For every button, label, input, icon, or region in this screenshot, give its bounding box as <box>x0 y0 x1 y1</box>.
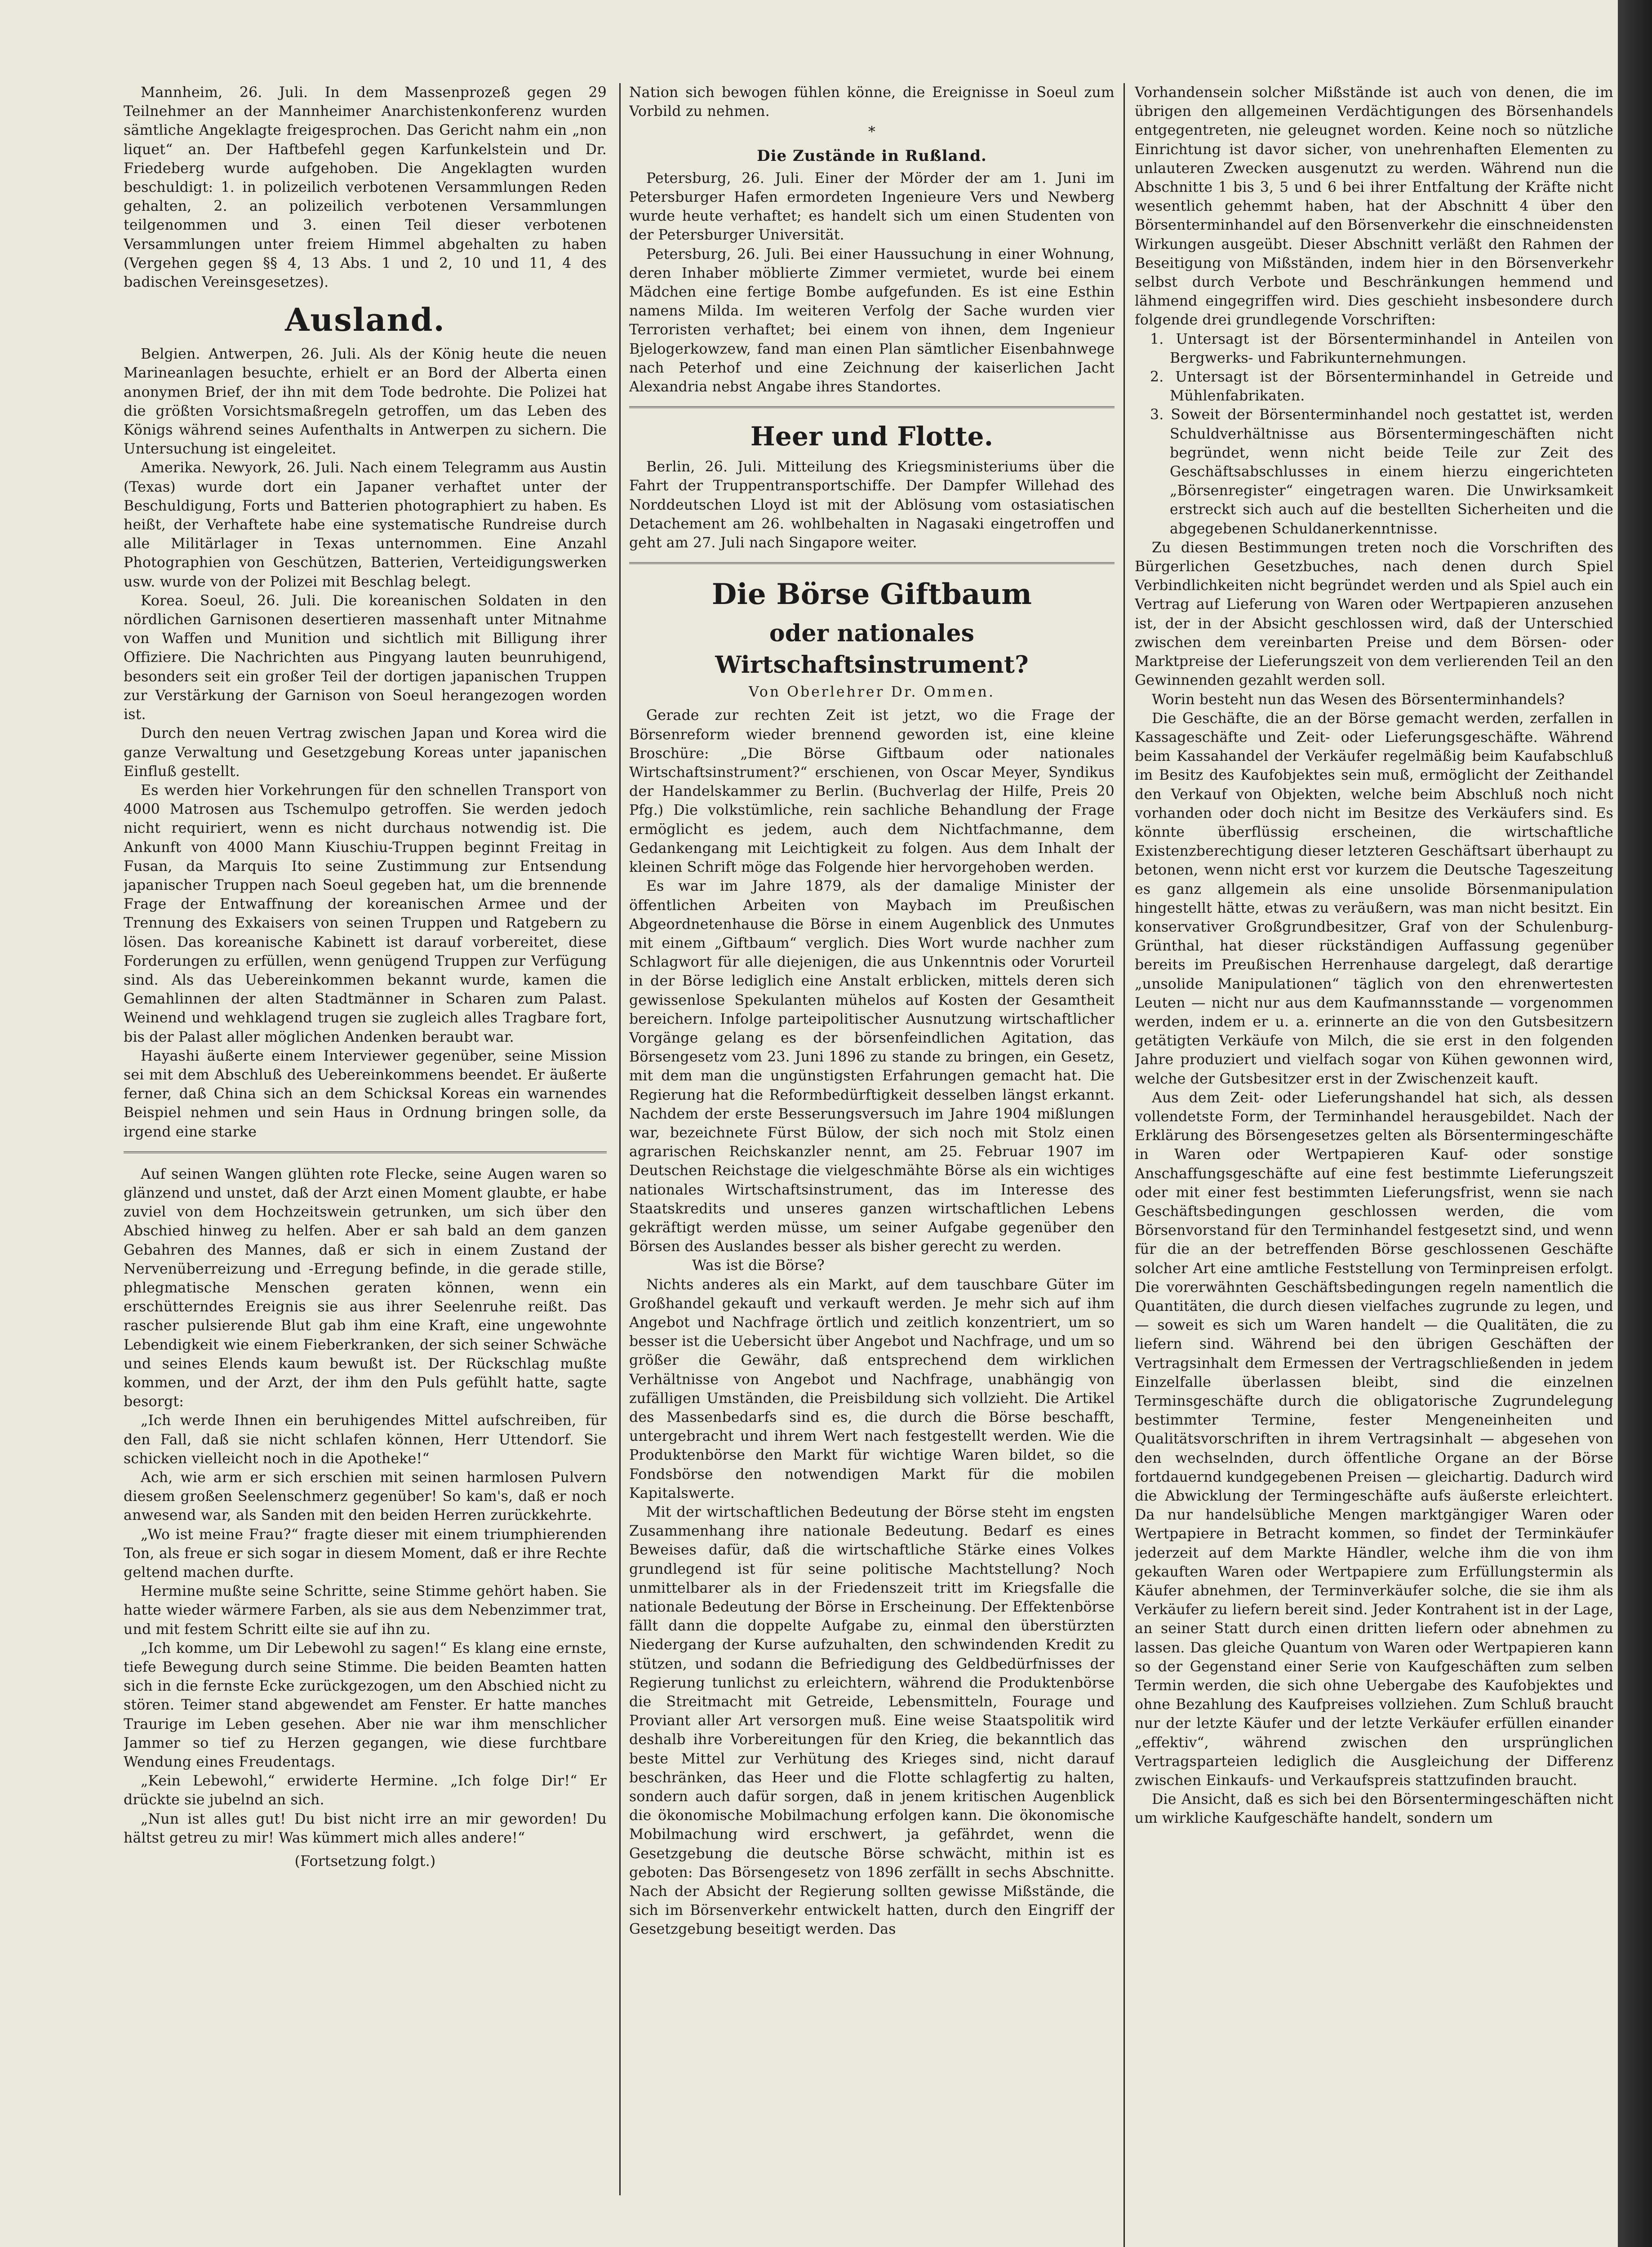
serial-paragraph: „Wo ist meine Frau?“ fragte dieser mit einem triumphierenden Ton, als freue er sich sogar in diesem Moment, daß er ihre Rechte geltend machen durfte. <box>124 1526 607 1581</box>
article-paragraph: Nichts anderes als ein Markt, auf dem tauschbare Güter im Großhandel gekauft und verkauft werden. Je mehr sich auf ihm Angebot und Nachfrage örtlich und zeitlich konzentriert, um so besser ist die Uebersicht über Angebot und Nachfrage, und um so größer die Gewähr, daß entsprechend dem wirklichen Verhältnisse von Angebot und Nachfrage, unabhängig von zufälligen Umständen, die Preisbildung sich vollzieht. Die Artikel des Massenbedarfs sind es, die durch die Börse beschafft, untergebracht und ihrem Wert nach festgestellt werden. Wie die Produktenbörse den Markt für wichtige Waren bildet, so die Fondsbörse den notwendigen Markt für die mobilen Kapitalswerte. <box>629 1276 1115 1501</box>
news-korea-vertrag: Durch den neuen Vertrag zwischen Japan und Korea wird die ganze Verwaltung und Gesetzgebung Koreas unter japanischen Einfluß gestellt. <box>124 725 607 780</box>
news-amerika: Amerika. Newyork, 26. Juli. Nach einem Telegramm aus Austin (Texas) wurde dort ein Japaner verhaftet unter der Beschuldigung, Forts und Batterien photographiert zu haben. Es heißt, der Verhaftete habe eine systematische Rundreise durch alle Militärlager in Texas unternommen. Eine Anzahl Photographien von Geschützen, Batterien, Verteidigungswerken usw. wurde von der Polizei mit Beschlag belegt. <box>124 460 607 590</box>
column-rule-1 <box>619 83 621 2195</box>
column-3 <box>1135 83 1613 2247</box>
news-korea-cont: Nation sich bewogen fühlen könne, die Ereignisse in Soeul zum Vorbild zu nehmen. <box>629 84 1115 120</box>
column-1 <box>124 83 607 2195</box>
article-paragraph: Mit der wirtschaftlichen Bedeutung der Börse steht im engsten Zusammenhang ihre nationale Bedeutung. Bedarf es eines Beweises dafür, daß die wirtschaftliche Stärke eines Volkes grundlegend ist für seine politische Machtstellung? Noch unmittelbarer als in der Friedenszeit tritt im Kriegsfalle die nationale Bedeutung der Börse in Erscheinung. Der Effektenbörse fällt dann die doppelte Aufgabe zu, einmal den überstürzten Niedergang der Kurse aufzuhalten, den schwindenden Kredit zu stützen, und sodann die Befriedigung des Geldbedürfnisses der Regierung tunlichst zu erleichtern, während die Produktenbörse die Streitmacht mit Getreide, Lebensmitteln, Fourage und Proviant aller Art versorgen muß. Eine weise Staatspolitik wird deshalb ihre Vorbereitungen für den Krieg, die bekanntlich das beste Mittel zur Verhütung des Krieges sind, nicht darauf beschränken, das Heer und die Flotte schlagfertig zu halten, sondern auch dafür sorgen, daß in jenem kritischen Augenblick die ökonomische Mobilmachung erfolgen kann. Die ökonomische Mobilmachung wird erschwert, ja gefährdet, wenn die Gesetzgebung die deutsche Börse schwächt, mithin ist es geboten: Das Börsengesetz von 1896 zerfällt in sechs Abschnitte. Nach der Absicht der Regierung sollten gewisse Mißstände, die sich im Börsenverkehr entwickelt hatten, durch den Eingriff der Gesetzgebung beseitigt werden. Das <box>629 1504 1115 1938</box>
article-paragraph: Die Geschäfte, die an der Börse gemacht werden, zerfallen in Kassageschäfte und Zeit- oder Lieferungsgeschäfte. Während beim Kassahandel der Verkäufer regelmäßig beim Kaufabschluß im Besitz des Kaufobjektes sein muß, ermöglicht der Zeithandel den Verkauf von Objekten, welche beim Abschluß noch nicht vorhanden oder doch nicht im Besitze des Verkäufers sind. Es könnte überflüssig erscheinen, die wirtschaftliche Existenzberechtigung dieser letzteren Geschäftsart überhaupt zu betonen, wenn nicht erst vor kurzem die Deutsche Tageszeitung es ganz allgemein als eine unsolide Börsenmanipulation hingestellt hätte, etwas zu veräußern, was man nicht besitzt. Ein konservativer Großgrundbesitzer, Graf von der Schulenburg-Grünthal, hat dieser rückständigen Auffassung gegenüber bereits im Preußischen Herrenhause dargelegt, daß derartige „unsolide Manipulationen“ täglich von den ehrenwertesten Leuten — nicht nur aus dem Kaufmannsstande — vorgenommen werden, indem er u. a. erinnerte an die von den Gutsbesitzern getätigten Verkäufe von Milch, die sie erst in den folgenden Jahre produziert und vielfach sogar von Kühen gewonnen wird, welche der Gutsbesitzer erst in der Zwischenzeit kauft. <box>1135 710 1613 1087</box>
news-korea-hayashi: Hayashi äußerte einem Interviewer gegenüber, seine Mission sei mit dem Abschluß des Uebereinkommens beendet. Er äußerte ferner, daß China sich an dem Schicksal Koreas ein warnendes Beispiel nehmen und sein Haus in Ordnung bringen solle, da irgend eine starke <box>124 1048 607 1140</box>
section-divider <box>629 406 1115 408</box>
rules-list <box>1135 330 1613 538</box>
article-paragraph: Gerade zur rechten Zeit ist jetzt, wo die Frage der Börsenreform wieder brennend geworden ist, eine kleine Broschüre: „Die Börse Giftbaum oder nationales Wirtschaftsinstrument?“ erschienen, von Oscar Meyer, Syndikus der Handelskammer zu Berlin. (Buchverlag der Hilfe, Preis 20 Pfg.) Die volkstümliche, rein sachliche Behandlung der Frage ermöglicht es jedem, auch dem Nichtfachmanne, dem Gedankengang mit Leichtigkeit zu folgen. Aus dem Inhalt der kleinen Schrift möge das Folgende hier hervorgehoben werden. <box>629 707 1115 876</box>
section-heading-heer: Heer und Flotte. <box>750 421 994 452</box>
column-2 <box>629 83 1115 2247</box>
serial-paragraph: Auf seinen Wangen glühten rote Flecke, seine Augen waren so glänzend und unstet, daß der Arzt einen Moment glaubte, er habe zuviel von dem Hochzeitswein getrunken, um sich über den Abschied hinweg zu helfen. Aber er sah bald an dem ganzen Gebahren des Mannes, daß er sich in einem Zustand der Nervenüberreizung und -Erregung befinde, in die gerade stille, phlegmatische Menschen geraten können, wenn ein erschütterndes Ereignis sie aus ihrer Seelenruhe reißt. Das rascher pulsierende Blut gab ihm eine Kraft, eine ungewohnte Lebendigkeit wie einem Fieberkranken, der sich seiner Schwäche und seines Elends kaum bewußt ist. Der Rückschlag mußte kommen, und der Arzt, der ihm den Puls gefühlt hatte, sagte besorgt: <box>124 1166 607 1410</box>
subheading-russland: Die Zustände in Rußland. <box>757 147 987 165</box>
news-berlin: Berlin, 26. Juli. Mitteilung des Kriegsministeriums über die Fahrt der Truppentransportschiffe. Der Dampfer Willehad des Norddeutschen Lloyd ist mit der Ablösung vom ostasiatischen Detachement am 26. wohlbehalten in Nagasaki eingetroffen und geht am 27. Juli nach Singapore weiter. <box>629 459 1115 551</box>
article-paragraph: Die Ansicht, daß es sich bei den Börsentermingeschäften nicht um wirkliche Kaufgeschäfte handelt, sondern um <box>1135 1791 1613 1827</box>
feuilleton-divider <box>124 1151 607 1153</box>
section-divider <box>629 562 1115 564</box>
article-title-line-1: Die Börse Giftbaum <box>711 577 1032 612</box>
continuation-note: (Fortsetzung folgt.) <box>294 1853 436 1870</box>
news-petersburg-2: Petersburg, 26. Juli. Bei einer Haussuchung in einer Wohnung, deren Inhaber möblierte Zimmer vermietet, wurde bei einem Mädchen eine fertige Bombe aufgefunden. Es ist eine Esthin namens Milda. Im weiteren Verfolg der Sache wurden vier Terroristen verhaftet; bei einem von ihnen, dem Ingenieur Bjelogerkowzew, fand man einen Plan sämtlicher Eisenbahnwege nach Peterhof und eine Zeichnung der kaiserlichen Jacht Alexandria nebst Angabe ihres Standortes. <box>629 246 1115 395</box>
list-item: 2. Untersagt ist der Börsenterminhandel in Getreide und Mühlenfabrikaten. <box>1150 369 1613 404</box>
news-belgien: Belgien. Antwerpen, 26. Juli. Als der König heute die neuen Marineanlagen besuchte, erhielt er an Bord der Alberta einen anonymen Brief, der ihn mit dem Tode bedrohte. Die Polizei hat die größten Vorsichtsmaßregeln getroffen, um das Leben des Königs während seines Aufenthalts in Antwerpen zu sichern. Die Untersuchung ist eingeleitet. <box>124 346 607 457</box>
news-mannheim: Mannheim, 26. Juli. In dem Massenprozeß gegen 29 Teilnehmer an der Mannheimer Anarchistenkonferenz wurden sämtliche Angeklagte freigesprochen. Das Gericht nahm ein „non liquet“ an. Der Haftbefehl gegen Karfunkelstein und Dr. Friedeberg wurde aufgehoben. Die Angeklagten wurden beschuldigt: 1. in polizeilich verbotenen Versammlungen Reden gehalten, 2. an polizeilich verbotenen Versammlungen teilgenommen und 3. einen Teil dieser verbotenen Versammlungen unter freiem Himmel abgehalten zu haben (Vergehen gegen §§ 4, 13 Abs. 1 und 2, 10 und 11, 4 des badischen Vereinsgesetzes). <box>124 84 607 291</box>
news-korea-vorkehrungen: Es werden hier Vorkehrungen für den schnellen Transport von 4000 Matrosen aus Tschemulpo getroffen. Sie werden jedoch nicht requiriert, wenn es nicht durchaus notwendig ist. Die Ankunft von 4000 Mann Kiuschiu-Truppen beginnt Freitag in Fusan, da Marquis Ito seine Zustimmung zur Entsendung japanischer Truppen nach Soeul gegeben hat, um die brennende Frage der Entwaffnung der koreanischen Armee und der Trennung des Exkaisers von seinen Truppen und Ratgebern zu lösen. Das koreanische Kabinett ist darauf vorbereitet, diese Forderungen zu erfüllen, wenn genügend Truppen zur Verfügung sind. Als das Uebereinkommen bekannt wurde, kamen die Gemahlinnen der alten Stadtmänner in Scharen zum Palast. Weinend und wehklagend trugen sie zugleich alles Tragbare fort, bis der Palast aller möglichen Andenken beraubt war. <box>124 782 607 1045</box>
serial-paragraph: „Ich komme, um Dir Lebewohl zu sagen!“ Es klang eine ernste, tiefe Bewegung durch seine Stimme. Die beiden Beamten hatten sich in die fernste Ecke zurückgezogen, um den Abschied nicht zu stören. Teimer stand abgewendet am Fenster. Er hatte manches Traurige im Leben gesehen. Aber nie war ihm menschlicher Jammer so tief zu Herzen gegangen, wie diese furchtbare Wendung eines Freudentags. <box>124 1640 607 1771</box>
list-item: 3. Soweit der Börsenterminhandel noch gestattet ist, werden Schuldverhältnisse aus Börsentermingeschäften nicht begründet, wenn nicht beide Teile zur Zeit des Geschäftsabschlusses in einem hierzu eingerichteten „Börsenregister“ eingetragen waren. Die Unwirksamkeit erstreckt sich auch auf die bestellten Sicherheiten und die abgegebenen Schuldanerkenntnisse. <box>1150 407 1613 537</box>
serial-paragraph: Hermine mußte seine Schritte, seine Stimme gehört haben. Sie hatte wieder wärmere Farben, als sie aus dem Nebenzimmer trat, und mit festem Schritt eilte sie auf ihn zu. <box>124 1583 607 1638</box>
serial-paragraph: „Nun ist alles gut! Du bist nicht irre an mir geworden! Du hältst getreu zu mir! Was kümmert mich alles andere!“ <box>124 1811 607 1846</box>
article-title-line-2: oder nationales Wirtschaftsinstrument? <box>715 620 1029 679</box>
section-heading-ausland: Ausland. <box>285 301 445 339</box>
article-subheading: Was ist die Börse? <box>692 1257 825 1274</box>
article-byline: Von Oberlehrer Dr. Ommen. <box>749 684 995 701</box>
article-paragraph: Aus dem Zeit- oder Lieferungshandel hat sich, als dessen vollendetste Form, der Terminhandel herausgebildet. Nach der Erklärung des Börsengesetzes gelten als Börsentermingeschäfte in Waren oder Wertpapieren Kauf- oder sonstige Anschaffungsgeschäfte auf eine fest bestimmte Lieferungszeit oder mit einer fest bestimmten Lieferungsfrist, wenn sie nach Geschäftsbedingungen geschlossen werden, die vom Börsenvorstand für den Terminhandel festgesetzt sind, und wenn für die an der betreffenden Börse geschlossenen Geschäfte solcher Art eine amtliche Feststellung von Terminpreisen erfolgt. Die vorerwähnten Geschäftsbedingungen regeln namentlich die Quantitäten, die durch diesen vielfaches zugrunde zu legen, und — soweit es sich um Waren handelt — die Qualitäten, die zu liefern sind. Während bei den übrigen Geschäften der Vertragsinhalt dem Ermessen der Vertragschließenden in jedem Einzelfalle überlassen bleibt, sind die einzelnen Terminsgeschäfte durch die obligatorische Zugrundelegung bestimmter Termine, fester Mengeneinheiten und Qualitätsvorschriften in ihrem Vertragsinhalt — abgesehen von den wechselnden, durch öffentliche Organe an der Börse fortdauernd kundgegebenen Preisen — gleichartig. Dadurch wird die Abwicklung der Termingeschäfte aufs äußerste erleichtert. Da nur handelsübliche Mengen marktgängiger Waren oder Wertpapiere in Betracht kommen, so findet der Terminkäufer jederzeit auf dem Markte Händler, welche ihm die von ihm gekauften Waren oder Wertpapiere zum Erfüllungstermin als Käufer abnehmen, der Terminverkäufer solche, die sie ihm als Verkäufer zu liefern bereit sind. Jeder Kontrahent ist in der Lage, an seiner Statt durch einen dritten liefern oder abnehmen zu lassen. Das gleiche Quantum von Waren oder Wertpapieren kann so der Gegenstand einer Serie von Kaufgeschäften zum selben Termin werden, die sich ohne Uebergabe des Kaufobjektes und ohne Bezahlung des Kaufpreises vollziehen. Zum Schluß braucht nur der letzte Käufer und der letzte Verkäufer erfüllen einander „effektiv“, während zwischen den ursprünglichen Vertragsparteien lediglich die Ausgleichung der Differenz zwischen Einkaufs- und Verkaufspreis stattzufinden braucht. <box>1135 1089 1613 1789</box>
article-question: Worin besteht nun das Wesen des Börsenterminhandels? <box>1152 691 1565 708</box>
news-petersburg-1: Petersburg, 26. Juli. Einer der Mörder der am 1. Juni im Petersburger Hafen ermordeten Ingenieure Vers und Newberg wurde heute verhaftet; es handelt sich um einen Studenten von der Petersburger Universität. <box>629 170 1115 244</box>
article-paragraph: Es war im Jahre 1879, als der damalige Minister der öffentlichen Arbeiten von Maybach im Preußischen Abgeordnetenhause die Börse in einem Augenblick des Unmutes mit einem „Giftbaum“ verglich. Dies Wort wurde nachher zum Schlagwort für alle diejenigen, die aus Unkenntnis oder Vorurteil in der Börse lediglich eine Anstalt erblicken, mittels deren sich gewissenlose Spekulanten mühelos auf Kosten der Gesamtheit bereichern. Infolge parteipolitischer Ausnutzung wirtschaftlicher Vorgänge gelang es der börsenfeindlichen Agitation, das Börsengesetz vom 23. Juni 1896 zu stande zu bringen, ein Gesetz, mit dem man die ungünstigsten Erfahrungen gemacht hat. Die Regierung hat die Reformbedürftigkeit desselben längst erkannt. Nachdem der erste Besserungsversuch im Jahre 1904 mißlungen war, bezeichnete Fürst Bülow, der sich noch mit Stolz einen agrarischen Reichskanzler nennt, am 25. Februar 1907 im Deutschen Reichstage die vielgeschmähte Börse als ein wichtiges nationales Wirtschaftsinstrument, das im Interesse des Staatskredits und unseres ganzen wirtschaftlichen Lebens gekräftigt werden müsse, um seiner Aufgabe gegenüber den Börsen des Auslandes besser als bisher gerecht zu werden. <box>629 878 1115 1255</box>
news-korea: Korea. Soeul, 26. Juli. Die koreanischen Soldaten in den nördlichen Garnisonen desertieren massenhaft unter Mitnahme von Waffen und Munition und sichtlich mit Billigung ihrer Offiziere. Die Nachrichten aus Pingyang lauten beunruhigend, besonders seit ein großer Teil der dortigen japanischen Truppen zur Verstärkung der Garnison von Soeul herangezogen worden ist. <box>124 592 607 723</box>
scan-edge <box>1618 0 1652 2247</box>
serial-paragraph: Ach, wie arm er sich erschien mit seinen harmlosen Pulvern diesem großen Seelenschmerz gegenüber! So kam's, daß er noch anwesend war, als Sanden mit den beiden Herren zurückkehrte. <box>124 1470 607 1524</box>
list-item: 1. Untersagt ist der Börsenterminhandel in Anteilen von Bergwerks- und Fabrikunternehmungen. <box>1150 331 1613 366</box>
serial-paragraph: „Kein Lebewohl,“ erwiderte Hermine. „Ich folge Dir!“ Er drückte sie jubelnd an sich. <box>124 1773 607 1808</box>
serial-paragraph: „Ich werde Ihnen ein beruhigendes Mittel aufschreiben, für den Fall, daß sie nicht schlafen können, Herr Uttendorf. Sie schicken vielleicht noch in die Apotheke!“ <box>124 1412 607 1467</box>
separator-star: * <box>868 124 875 141</box>
article-paragraph: Zu diesen Bestimmungen treten noch die Vorschriften des Bürgerlichen Gesetzbuches, nach denen durch Spiel Verbindlichkeiten nicht begründet werden und als Spiel auch ein Vertrag auf Lieferung von Waren oder Wertpapieren anzusehen ist, der in der Absicht geschlossen wird, daß der Unterschied zwischen dem vereinbarten Preise und dem Börsen- oder Marktpreise der Lieferungszeit von dem verlierenden Teil an den Gewinnenden gezahlt werden soll. <box>1135 539 1613 689</box>
column-rule-2 <box>1124 83 1125 2247</box>
article-paragraph: Vorhandensein solcher Mißstände ist auch von denen, die im übrigen den allgemeinen Verdächtigungen des Börsenhandels entgegentreten, nie geleugnet worden. Keine noch so nützliche Einrichtung ist davor sicher, von unehrenhaften Elementen zu unlauteren Zwecken ausgenutzt zu werden. Während nun die Abschnitte 1 bis 3, 5 und 6 bei ihrer Entfaltung der Kräfte nicht wesentlich gehemmt haben, hat der Abschnitt 4 über den Börsenterminhandel auf den Börsenverkehr die einschneidensten Wirkungen ausgeübt. Dieser Abschnitt verläßt den Rahmen der Beseitigung von Mißständen, indem hier in den Börsenverkehr selbst durch Verbote und Beschränkungen hemmend und lähmend eingegriffen wird. Dies geschieht insbesondere durch folgende drei grundlegende Vorschriften: <box>1135 84 1613 329</box>
